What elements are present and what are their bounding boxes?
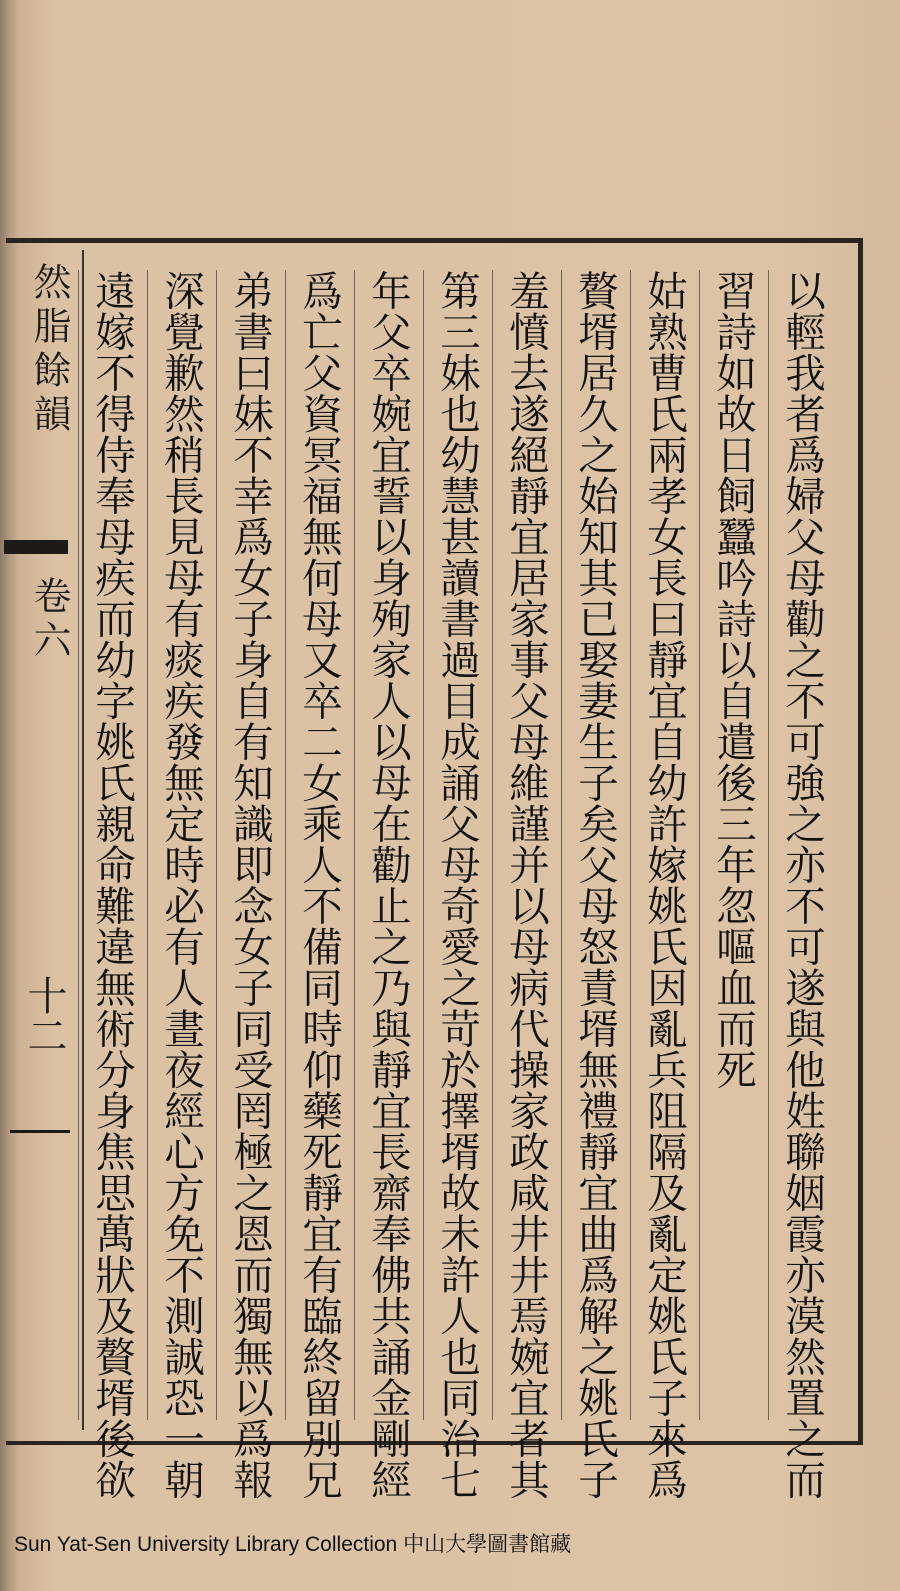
text-column-1-text: 以輕我者爲婦父母勸之不可強之亦不可遂與他姓聯姻霞亦漠然置之而 bbox=[778, 270, 826, 1500]
text-column-7 bbox=[354, 270, 419, 1500]
text-column-7-text: 年父卒婉宜誓以身殉家人以母在勸止之乃與靜宜長齋奉佛共誦金剛經 bbox=[364, 270, 412, 1500]
text-column-4 bbox=[561, 270, 626, 1500]
text-column-2-text: 習詩如故日飼蠶吟詩以自遣後三年忽嘔血而死 bbox=[709, 270, 757, 1090]
text-column-9 bbox=[216, 270, 281, 1500]
volume-label bbox=[27, 576, 71, 664]
book-title bbox=[27, 262, 71, 438]
text-column-11 bbox=[78, 270, 143, 1500]
library-caption-text: Sun Yat-Sen University Library Collection bbox=[14, 1533, 398, 1556]
library-caption bbox=[14, 1528, 571, 1558]
page-number bbox=[22, 975, 66, 1055]
book-title-text: 然脂餘韻 bbox=[27, 262, 71, 438]
text-column-5 bbox=[492, 270, 557, 1500]
text-column-4-text: 贅壻居久之始知其已娶妻生子矣父母怒責壻無禮靜宜曲爲解之姚氏子 bbox=[571, 270, 619, 1500]
text-column-8-text: 爲亡父資冥福無何母又卒二女乘人不備同時仰藥死靜宜有臨終留別兄 bbox=[295, 270, 343, 1500]
page-number-text: 十二 bbox=[21, 975, 67, 1055]
volume-label-text: 卷六 bbox=[27, 576, 71, 664]
fish-tail-mark bbox=[4, 540, 68, 554]
library-caption-cjk: 中山大學圖書館藏 bbox=[403, 1532, 572, 1556]
text-column-10 bbox=[147, 270, 212, 1500]
text-column-8 bbox=[285, 270, 350, 1500]
text-column-3-text: 姑熟曹氏兩孝女長曰靜宜自幼許嫁姚氏因亂兵阻隔及亂定姚氏子來爲 bbox=[640, 270, 688, 1500]
text-column-5-text: 羞憤去遂絕靜宜居家事父母維謹并以母病代操家政咸井井焉婉宜者其 bbox=[502, 270, 550, 1500]
text-column-3 bbox=[630, 270, 695, 1500]
text-column-2 bbox=[699, 270, 764, 1420]
text-column-6 bbox=[423, 270, 488, 1500]
text-column-1 bbox=[768, 270, 833, 1500]
text-column-11-text: 遠嫁不得侍奉母疾而幼字姚氏親命難違無術分身焦思萬狀及贅壻後欲 bbox=[88, 270, 136, 1500]
page-number-rule bbox=[10, 1130, 70, 1133]
text-column-6-text: 第三妹也幼慧甚讀書過目成誦父母奇愛之苛於擇壻故未許人也同治七 bbox=[433, 270, 481, 1500]
text-column-10-text: 深覺歉然稍長見母有痰疾發無定時必有人晝夜經心方免不測誠恐一朝 bbox=[157, 270, 205, 1500]
text-column-9-text: 弟書曰妹不幸爲女子身自有知識即念女子同受罔極之恩而獨無以爲報 bbox=[226, 270, 274, 1500]
